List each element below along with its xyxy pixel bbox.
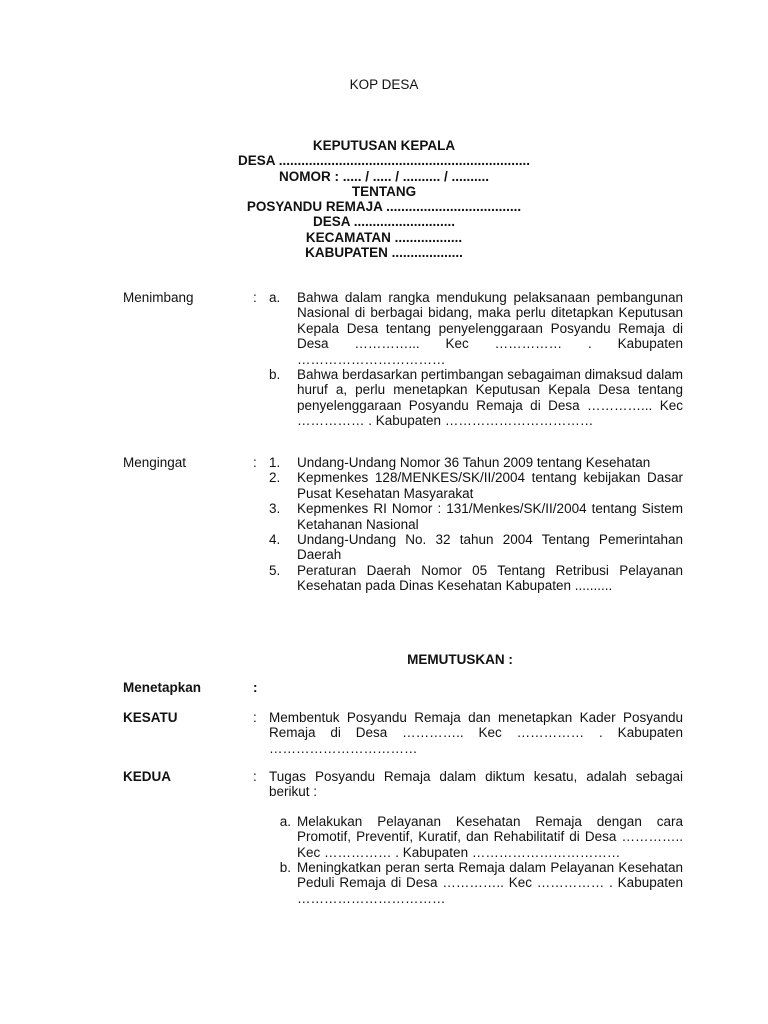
- list-item: [269, 290, 683, 367]
- item-text: Meningkatkan peran serta Remaja dalam Pelayanan Kesehatan Peduli Remaja di Desa ………….. Kec …………… . Kabupaten ……………………………: [297, 860, 683, 906]
- list-item: [269, 455, 683, 470]
- item-text: Kepmenkes 128/MENKES/SK/II/2004 tentang kebijakan Dasar Pusat Kesehatan Masyarakat: [297, 470, 683, 501]
- title-line: DESA ...................................................................: [237, 153, 531, 169]
- list-item: [269, 470, 683, 501]
- item-marker: a.: [279, 813, 291, 829]
- title-line: NOMOR : ..... / ..... / .......... / ..........: [278, 168, 490, 184]
- list-item: [269, 532, 683, 563]
- item-text: Bahwa berdasarkan pertimbangan sebagaiman dimaksud dalam huruf a, perlu menetapkan Keputusan Kepala Desa tentang penyelenggaraan Posyandu Remaja di Desa …………... Kec …………… . Kabupaten ……………………………: [297, 367, 683, 429]
- kesatu-text: Membentuk Posyandu Remaja dan menetapkan Kader Posyandu Remaja di Desa ………….. Kec …………… . Kabupaten ……………………………: [269, 710, 683, 756]
- list-item: [269, 367, 683, 429]
- title-line: POSYANDU REMAJA ....................................: [246, 199, 522, 215]
- item-text: Kepmenkes RI Nomor : 131/Menkes/SK/II/2004 tentang Sistem Ketahanan Nasional: [297, 501, 683, 532]
- title-line: KEPUTUSAN KEPALA: [312, 138, 456, 153]
- kedua-label: KEDUA: [123, 769, 172, 784]
- item-marker: a.: [269, 290, 281, 305]
- mengingat-list: [269, 455, 683, 594]
- item-marker: b.: [269, 367, 281, 383]
- menetapkan-colon: :: [253, 680, 258, 695]
- item-text: Undang-Undang Nomor 36 Tahun 2009 tentang Kesehatan: [297, 455, 651, 470]
- mengingat-colon: :: [253, 455, 257, 470]
- kesatu-label: KESATU: [123, 710, 178, 725]
- item-text: Peraturan Daerah Nomor 05 Tentang Retribusi Pelayanan Kesehatan pada Dinas Kesehatan Kabupaten ..........: [297, 562, 683, 594]
- title-line: KABUPATEN ...................: [305, 245, 463, 261]
- list-item: [269, 860, 683, 906]
- kedua-text: Tugas Posyandu Remaja dalam diktum kesatu, adalah sebagai berikut :: [269, 769, 683, 800]
- item-marker: 4.: [269, 532, 281, 548]
- list-item: [269, 501, 683, 532]
- list-item: [269, 814, 683, 860]
- item-text: Bahwa dalam rangka mendukung pelaksanaan pembangunan Nasional di berbagai bidang, maka perlu ditetapkan Keputusan Kepala Desa tentang penyelenggaraan Posyandu Remaja di Desa …………... Kec …………… . Kabupaten ……………………………: [297, 290, 683, 367]
- menimbang-list: [269, 290, 683, 429]
- item-text: Melakukan Pelayanan Kesehatan Remaja dengan cara Promotif, Preventif, Kuratif, dan Rehabilitatif di Desa ………….. Kec …………… . Kabupaten ……………………………: [297, 813, 683, 860]
- kedua-colon: :: [253, 769, 257, 784]
- decree-title: [0, 138, 768, 260]
- item-marker: 1.: [269, 455, 281, 470]
- item-marker: 3.: [269, 501, 281, 517]
- memutuskan-heading: MEMUTUSKAN :: [407, 652, 513, 667]
- kop-desa: KOP DESA: [349, 77, 419, 92]
- title-line: TENTANG: [351, 183, 417, 199]
- title-line: KECAMATAN ..................: [305, 229, 463, 245]
- item-marker: b.: [279, 860, 291, 876]
- kesatu-colon: :: [253, 710, 257, 725]
- item-text: Undang-Undang No. 32 tahun 2004 Tentang Pemerintahan Daerah: [297, 532, 683, 563]
- list-item: [269, 563, 683, 594]
- kedua-content: [269, 769, 683, 906]
- item-marker: 5.: [269, 562, 281, 578]
- menimbang-colon: :: [253, 290, 257, 305]
- menetapkan-label: Menetapkan: [123, 680, 202, 695]
- item-marker: 2.: [269, 470, 281, 486]
- title-line: DESA ...........................: [312, 214, 456, 230]
- mengingat-label: Mengingat: [123, 455, 187, 470]
- menimbang-label: Menimbang: [123, 290, 194, 305]
